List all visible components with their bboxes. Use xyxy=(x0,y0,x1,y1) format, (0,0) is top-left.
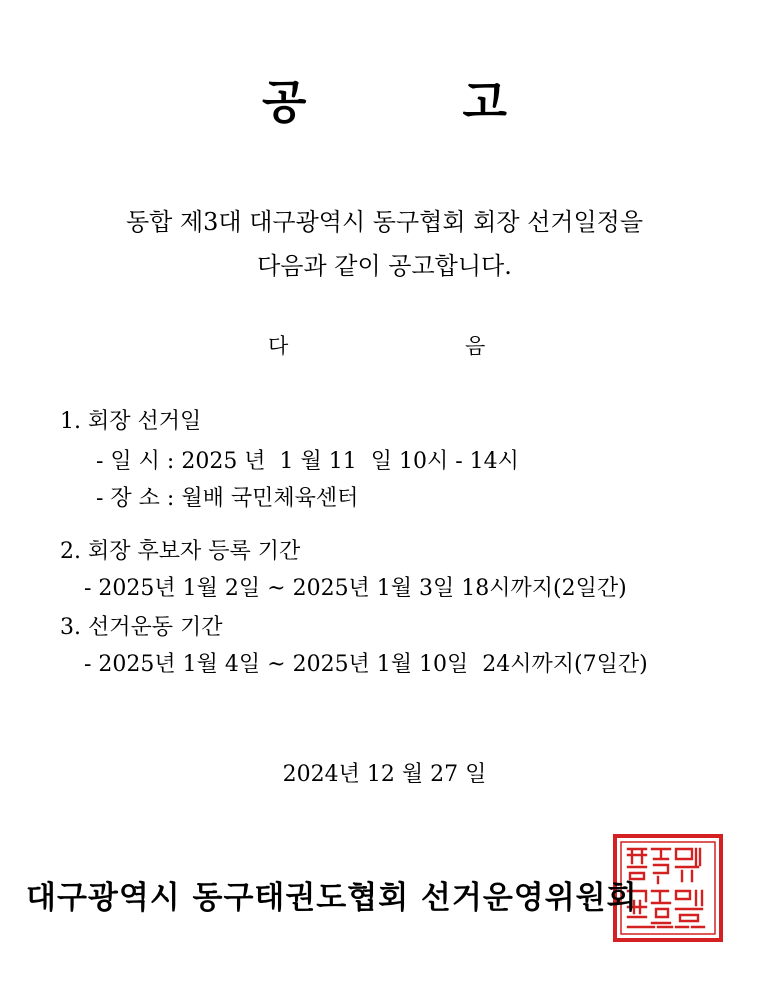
item-1-heading: 1. 회장 선거일 xyxy=(60,409,202,434)
organization-name: 대구광역시 동구태권도협회 선거운영위원회 xyxy=(26,880,638,916)
section-heading-left: 다 xyxy=(268,334,289,358)
notice-date: 2024년 12 월 27 일 xyxy=(282,762,487,787)
item-2-period: - 2025년 1월 2일 ~ 2025년 1월 3일 18시까지(2일간) xyxy=(84,576,627,601)
item-1-datetime: - 일 시 : 2025 년 1 월 11 일 10시 - 14시 xyxy=(96,449,519,474)
intro-line-2: 다음과 같이 공고합니다. xyxy=(257,252,512,280)
intro-line-1: 동합 제3대 대구광역시 동구협회 회장 선거일정을 xyxy=(125,208,644,236)
item-2-heading: 2. 회장 후보자 등록 기간 xyxy=(60,539,301,564)
item-3-heading: 3. 선거운동 기간 xyxy=(60,615,223,640)
item-1-location: - 장 소 : 월배 국민체육센터 xyxy=(96,486,359,511)
section-heading-right: 음 xyxy=(465,334,486,358)
notice-title: 공 고 xyxy=(262,75,507,129)
item-3-period: - 2025년 1월 4일 ~ 2025년 1월 10일 24시까지(7일간) xyxy=(84,652,648,677)
